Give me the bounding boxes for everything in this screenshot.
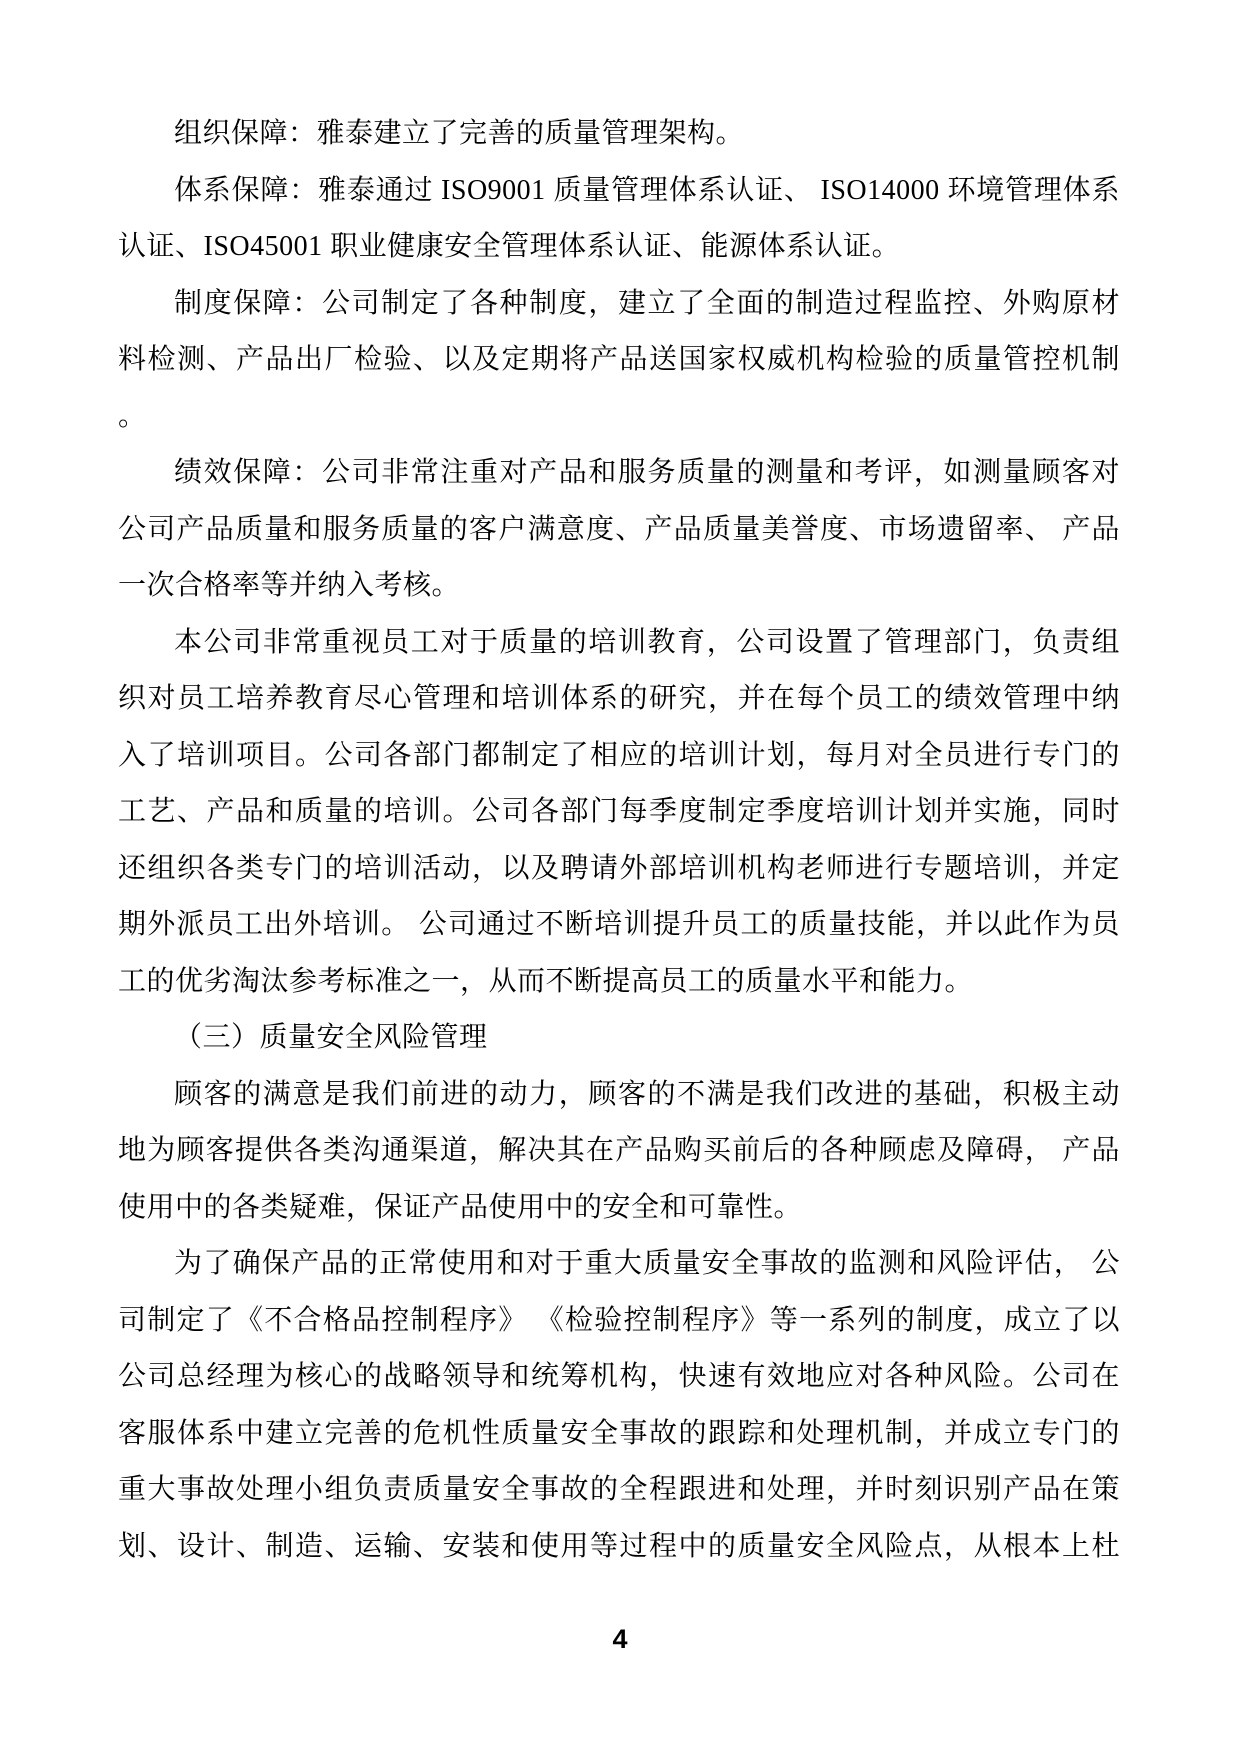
text-line: 认证、ISO45001 职业健康安全管理体系认证、能源体系认证。 bbox=[118, 231, 901, 262]
page-footer bbox=[0, 1626, 1240, 1653]
text-line: 使用中的各类疑难，保证产品使用中的安全和可靠性。 bbox=[118, 1191, 803, 1223]
text-line: 工艺、产品和质量的培训。公司各部门每季度制定季度培训计划并实施，同时 bbox=[118, 796, 1120, 827]
text-line: 重大事故处理小组负责质量安全事故的全程跟进和处理，并时刻识别产品在策 bbox=[118, 1474, 1120, 1505]
text-line: 体系保障：雅泰通过 ISO9001 质量管理体系认证、 ISO14000 环境管理体系 bbox=[174, 174, 1120, 206]
text-line: 顾客的满意是我们前进的动力，顾客的不满是我们改进的基础，积极主动 bbox=[174, 1078, 1120, 1110]
text-line: 入了培训项目。公司各部门都制定了相应的培训计划，每月对全员进行专门的 bbox=[118, 739, 1120, 771]
text-line: 公司总经理为核心的战略领导和统筹机构，快速有效地应对各种风险。公司在 bbox=[118, 1361, 1120, 1392]
text-line: 划、设计、制造、运输、安装和使用等过程中的质量安全风险点，从根本上杜 bbox=[118, 1530, 1120, 1562]
text-line: 工的优劣淘汰参考标准之一，从而不断提高员工的质量水平和能力。 bbox=[118, 965, 974, 997]
text-line: 制度保障：公司制定了各种制度，建立了全面的制造过程监控、外购原材 bbox=[174, 287, 1120, 319]
text-line: 组织保障：雅泰建立了完善的质量管理架构。 bbox=[174, 118, 745, 149]
text-line: 还组织各类专门的培训活动，以及聘请外部培训机构老师进行专题培训，并定 bbox=[118, 852, 1120, 884]
text-line: 本公司非常重视员工对于质量的培训教育，公司设置了管理部门，负责组 bbox=[174, 626, 1120, 658]
text-line: 司制定了《不合格品控制程序》 《检验控制程序》等一系列的制度，成立了以 bbox=[118, 1304, 1120, 1336]
document-body bbox=[118, 106, 1120, 1575]
text-line: 公司产品质量和服务质量的客户满意度、产品质量美誉度、市场遗留率、 产品 bbox=[118, 513, 1120, 545]
text-line: 期外派员工出外培训。 公司通过不断培训提升员工的质量技能，并以此作为员 bbox=[118, 909, 1120, 940]
text-line: 。 bbox=[118, 400, 147, 432]
page-number: 4 bbox=[612, 1624, 628, 1654]
text-line: 织对员工培养教育尽心管理和培训体系的研究，并在每个员工的绩效管理中纳 bbox=[118, 683, 1120, 714]
text-line: 料检测、产品出厂检验、以及定期将产品送国家权威机构检验的质量管控机制 bbox=[118, 344, 1120, 375]
text-line: 绩效保障：公司非常注重对产品和服务质量的测量和考评，如测量顾客对 bbox=[174, 457, 1120, 488]
text-line: 为了确保产品的正常使用和对于重大质量安全事故的监测和风险评估， 公 bbox=[174, 1248, 1120, 1279]
text-line: 客服体系中建立完善的危机性质量安全事故的跟踪和处理机制，并成立专门的 bbox=[118, 1417, 1120, 1449]
text-line: 地为顾客提供各类沟通渠道，解决其在产品购买前后的各种顾虑及障碍， 产品 bbox=[118, 1135, 1120, 1166]
text-line: （三）质量安全风险管理 bbox=[174, 1022, 488, 1053]
text-line: 一次合格率等并纳入考核。 bbox=[118, 570, 461, 601]
